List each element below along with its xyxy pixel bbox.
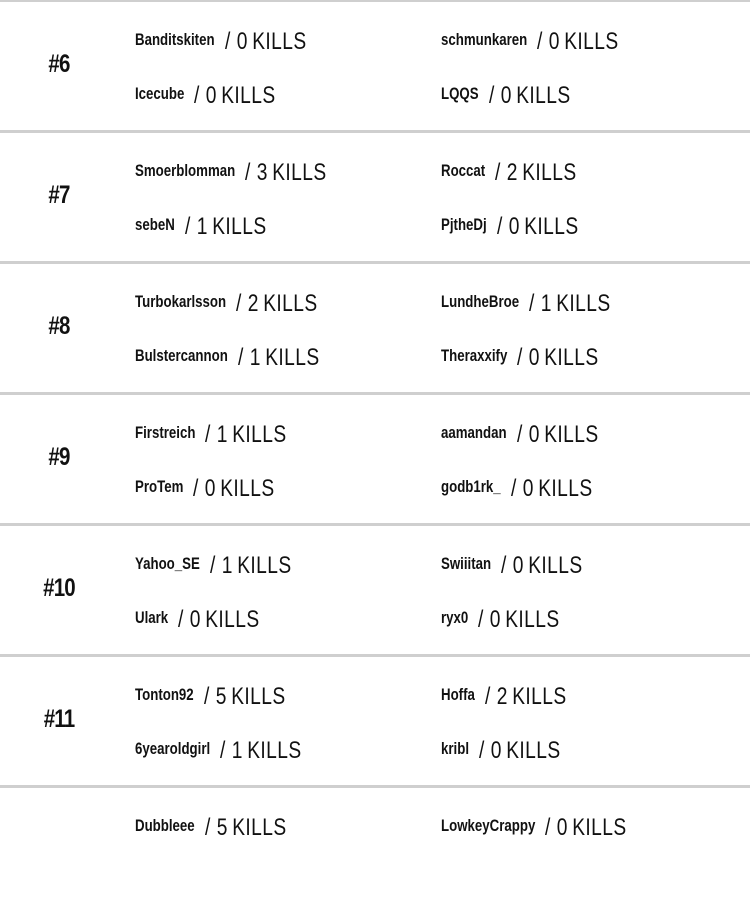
kill-stat bbox=[517, 421, 599, 449]
kill-stat bbox=[220, 737, 302, 765]
player-entry: LQQS / 0 KILLS bbox=[441, 82, 571, 109]
separator: / bbox=[237, 344, 244, 371]
kills-label: KILLS bbox=[537, 475, 593, 502]
kill-count: 1 bbox=[249, 344, 261, 371]
player-entry: Bulstercannon / 1 KILLS bbox=[135, 344, 320, 371]
kills-label: KILLS bbox=[231, 814, 287, 841]
kill-count: 2 bbox=[506, 159, 518, 186]
kill-count: 0 bbox=[508, 213, 520, 240]
player-entry: Roccat / 2 KILLS bbox=[441, 159, 577, 186]
separator: / bbox=[193, 475, 199, 502]
kill-count: 1 bbox=[217, 421, 228, 448]
kills-label: KILLS bbox=[263, 290, 318, 317]
team-rank: #6 bbox=[48, 50, 70, 78]
kills-label: KILLS bbox=[221, 82, 276, 109]
kills-label: KILLS bbox=[522, 159, 577, 186]
kills-label: KILLS bbox=[272, 159, 327, 186]
kill-count: 0 bbox=[557, 814, 568, 841]
separator: / bbox=[545, 814, 551, 841]
kill-stat bbox=[210, 552, 292, 580]
kill-stat bbox=[545, 814, 627, 842]
kills-label: KILLS bbox=[572, 814, 627, 841]
kill-count: 5 bbox=[215, 683, 227, 710]
kill-count: 0 bbox=[205, 475, 216, 502]
kill-count: 0 bbox=[528, 421, 540, 448]
kills-label: KILLS bbox=[205, 606, 260, 633]
kill-count: 0 bbox=[522, 475, 534, 502]
separator: / bbox=[194, 82, 200, 109]
kill-stat bbox=[238, 344, 320, 372]
kills-label: KILLS bbox=[220, 475, 275, 502]
team-row bbox=[0, 392, 750, 523]
separator: / bbox=[178, 606, 184, 633]
kill-count: 2 bbox=[496, 683, 508, 710]
kills-label: KILLS bbox=[523, 213, 579, 240]
separator: / bbox=[488, 82, 494, 109]
player-entry: Firstreich / 1 KILLS bbox=[135, 421, 287, 448]
player-entry: Yahoo_SE / 1 KILLS bbox=[135, 552, 292, 579]
kill-count: 1 bbox=[540, 290, 552, 317]
separator: / bbox=[184, 213, 191, 240]
kill-stat bbox=[489, 82, 571, 110]
kill-stat bbox=[178, 606, 260, 634]
kill-count: 0 bbox=[500, 82, 511, 109]
player-entry: LundheBroe / 1 KILLS bbox=[441, 290, 611, 317]
player-entry: aamandan / 0 KILLS bbox=[441, 421, 599, 448]
kill-count: 0 bbox=[236, 28, 248, 55]
kill-count: 0 bbox=[490, 606, 501, 633]
separator: / bbox=[496, 213, 503, 240]
kills-label: KILLS bbox=[528, 552, 583, 579]
separator: / bbox=[209, 552, 216, 579]
kill-count: 3 bbox=[256, 159, 268, 186]
team-row bbox=[0, 261, 750, 392]
player-entry: Icecube / 0 KILLS bbox=[135, 82, 276, 109]
team-rank: #8 bbox=[48, 312, 70, 340]
kills-label: KILLS bbox=[512, 683, 567, 710]
kills-label: KILLS bbox=[265, 344, 320, 371]
kill-count: 5 bbox=[216, 814, 228, 841]
team-row bbox=[0, 654, 750, 785]
separator: / bbox=[510, 475, 517, 502]
separator: / bbox=[517, 344, 523, 371]
player-entry: Dubbleee / 5 KILLS bbox=[135, 814, 287, 841]
separator: / bbox=[224, 28, 230, 55]
separator: / bbox=[501, 552, 507, 579]
kill-stat bbox=[185, 213, 267, 241]
kill-stat bbox=[236, 290, 318, 318]
kill-count: 0 bbox=[206, 82, 217, 109]
team-row bbox=[0, 0, 750, 130]
separator: / bbox=[220, 737, 226, 764]
kill-stat bbox=[495, 159, 577, 187]
kill-count: 0 bbox=[529, 344, 540, 371]
player-entry: PjtheDj / 0 KILLS bbox=[441, 213, 579, 240]
kill-count: 1 bbox=[196, 213, 208, 240]
kill-count: 2 bbox=[247, 290, 259, 317]
kill-count: 1 bbox=[231, 737, 243, 764]
player-entry: LowkeyCrappy / 0 KILLS bbox=[441, 814, 627, 841]
kills-label: KILLS bbox=[506, 737, 561, 764]
separator: / bbox=[203, 683, 210, 710]
team-row bbox=[0, 523, 750, 654]
kill-count: 0 bbox=[512, 552, 524, 579]
kill-stat bbox=[245, 159, 327, 187]
team-rank: #7 bbox=[48, 181, 70, 209]
separator: / bbox=[205, 421, 211, 448]
kill-stat bbox=[501, 552, 583, 580]
separator: / bbox=[495, 159, 501, 186]
player-entry: schmunkaren / 0 KILLS bbox=[441, 28, 619, 55]
team-rank: #9 bbox=[48, 443, 70, 471]
player-entry: kribl / 0 KILLS bbox=[441, 737, 561, 764]
player-entry: Ulark / 0 KILLS bbox=[135, 606, 260, 633]
kills-label: KILLS bbox=[556, 290, 611, 317]
kill-stat bbox=[194, 82, 276, 110]
kill-count: 0 bbox=[490, 737, 502, 764]
team-rank: #10 bbox=[43, 574, 75, 602]
kills-label: KILLS bbox=[237, 552, 292, 579]
kill-stat bbox=[204, 683, 286, 711]
kill-count: 0 bbox=[189, 606, 201, 633]
separator: / bbox=[236, 290, 242, 317]
kill-stat bbox=[479, 737, 561, 765]
player-entry: Turbokarlsson / 2 KILLS bbox=[135, 290, 318, 317]
separator: / bbox=[204, 814, 211, 841]
player-entry: Hoffa / 2 KILLS bbox=[441, 683, 567, 710]
kills-label: KILLS bbox=[543, 421, 599, 448]
kills-label: KILLS bbox=[515, 82, 571, 109]
kill-stat bbox=[205, 814, 287, 842]
separator: / bbox=[529, 290, 535, 317]
separator: / bbox=[484, 683, 491, 710]
kill-stat bbox=[478, 606, 560, 634]
kill-stat bbox=[205, 421, 287, 449]
separator: / bbox=[478, 606, 484, 633]
separator: / bbox=[479, 737, 485, 764]
kills-label: KILLS bbox=[247, 737, 302, 764]
separator: / bbox=[245, 159, 251, 186]
player-entry: ryx0 / 0 KILLS bbox=[441, 606, 560, 633]
kill-stat bbox=[529, 290, 611, 318]
player-entry: Smoerblomman / 3 KILLS bbox=[135, 159, 327, 186]
player-entry: sebeN / 1 KILLS bbox=[135, 213, 267, 240]
separator: / bbox=[537, 28, 543, 55]
separator: / bbox=[516, 421, 522, 448]
team-row bbox=[0, 785, 750, 916]
player-entry: Theraxxify / 0 KILLS bbox=[441, 344, 599, 371]
kill-stat bbox=[225, 28, 307, 56]
player-entry: 6yearoldgirl / 1 KILLS bbox=[135, 737, 302, 764]
kill-stat bbox=[193, 475, 275, 503]
kills-label: KILLS bbox=[544, 344, 599, 371]
player-entry: ProTem / 0 KILLS bbox=[135, 475, 275, 502]
kill-stat bbox=[517, 344, 599, 372]
kills-label: KILLS bbox=[232, 421, 287, 448]
player-entry: Banditskiten / 0 KILLS bbox=[135, 28, 307, 55]
player-entry: godb1rk_ / 0 KILLS bbox=[441, 475, 593, 502]
kill-stat bbox=[497, 213, 579, 241]
kill-count: 0 bbox=[548, 28, 560, 55]
kill-stat bbox=[537, 28, 619, 56]
kills-label: KILLS bbox=[230, 683, 286, 710]
kill-stat bbox=[511, 475, 593, 503]
player-entry: Tonton92 / 5 KILLS bbox=[135, 683, 286, 710]
kill-count: 1 bbox=[221, 552, 233, 579]
kills-label: KILLS bbox=[212, 213, 267, 240]
player-entry: Swiiitan / 0 KILLS bbox=[441, 552, 583, 579]
kills-label: KILLS bbox=[505, 606, 560, 633]
kills-label: KILLS bbox=[251, 28, 307, 55]
team-row bbox=[0, 130, 750, 261]
kill-stat bbox=[485, 683, 567, 711]
kills-label: KILLS bbox=[564, 28, 619, 55]
team-rank: #11 bbox=[43, 705, 75, 733]
